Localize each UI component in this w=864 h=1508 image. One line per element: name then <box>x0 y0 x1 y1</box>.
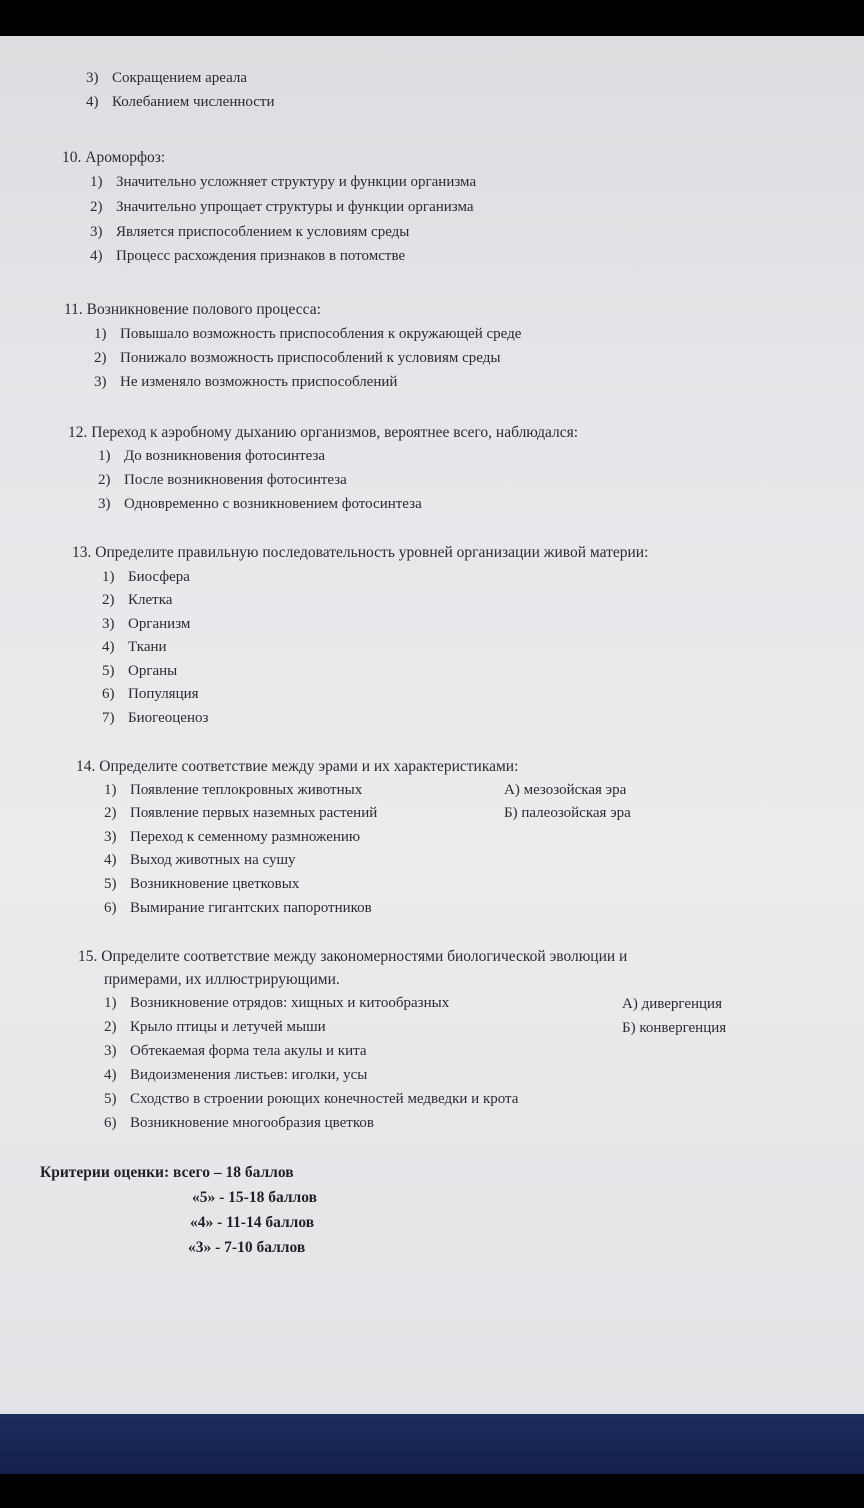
answer-b: Б) палеозойская эра <box>504 805 631 821</box>
list-item: 6) Вымирание гигантских папоротников <box>104 900 372 916</box>
list-item: 3) Обтекаемая форма тела акулы и кита <box>104 1043 367 1059</box>
question-10-title: 10. Ароморфоз: <box>62 149 166 166</box>
question-12-title: 12. Переход к аэробному дыханию организмов, вероятнее всего, наблюдался: <box>68 424 579 441</box>
list-item: 2) Клетка <box>102 592 173 608</box>
list-item: 5) Сходство в строении роющих конечностей медведки и крота <box>104 1091 519 1107</box>
desk-surface <box>0 1414 864 1474</box>
question-15-title: 15. Определите соответствие между закономерностями биологической эволюции и <box>78 948 628 965</box>
question-14-title: 14. Определите соответствие между эрами и их характеристиками: <box>76 758 519 775</box>
question-11-title: 11. Возникновение полового процесса: <box>64 301 321 318</box>
list-item: 1) Появление теплокровных животных <box>104 782 363 798</box>
answer-b: Б) конвергенция <box>622 1020 727 1036</box>
top-black-bar <box>0 0 864 36</box>
list-item: 2) Понижало возможность приспособлений к условиям среды <box>94 350 501 366</box>
list-item: 3) Одновременно с возникновением фотосинтеза <box>98 496 422 512</box>
list-item: 5) Органы <box>102 663 178 679</box>
item-number: 4) <box>86 94 99 110</box>
list-item: 4) Процесс расхождения признаков в потомстве <box>90 248 406 264</box>
list-item: 4) Видоизменения листьев: иголки, усы <box>104 1067 368 1083</box>
list-item: 1) Возникновение отрядов: хищных и китообразных <box>104 995 450 1011</box>
grade-line: «4» - 11-14 баллов <box>190 1214 315 1231</box>
list-item: 6) Популяция <box>102 686 199 702</box>
list-item <box>86 94 275 111</box>
list-item: 1) Биосфера <box>102 569 190 585</box>
list-item: 3) Организм <box>102 616 191 632</box>
list-item: 2) Появление первых наземных растений <box>104 805 378 821</box>
question-15-title-cont: примерами, их иллюстрирующими. <box>104 971 340 988</box>
grade-line: «3» - 7-10 баллов <box>188 1239 306 1256</box>
list-item: 2) Крыло птицы и летучей мыши <box>104 1019 326 1035</box>
grade-line: «5» - 15-18 баллов <box>192 1189 317 1206</box>
item-text: Сокращением ареала <box>112 70 248 86</box>
list-item: 3) Переход к семенному размножению <box>104 829 361 845</box>
list-item: 5) Возникновение цветковых <box>104 876 300 892</box>
list-item: 7) Биогеоценоз <box>102 710 209 726</box>
list-item: 2) Значительно упрощает структуры и функции организма <box>90 199 474 215</box>
list-item: 1) Повышало возможность приспособления к окружающей среде <box>94 326 522 342</box>
list-item: 1) До возникновения фотосинтеза <box>98 448 326 464</box>
question-13-title: 13. Определите правильную последовательность уровней организации живой материи: <box>72 544 649 561</box>
list-item: 3) Является приспособлением к условиям среды <box>90 224 410 240</box>
answer-a: А) мезозойская эра <box>504 782 627 798</box>
list-item: 1) Значительно усложняет структуру и функции организма <box>90 174 477 190</box>
list-item: 6) Возникновение многообразия цветков <box>104 1115 374 1131</box>
list-item: 4) Выход животных на сушу <box>104 852 296 868</box>
list-item: 3) Не изменяло возможность приспособлений <box>94 374 398 390</box>
document-page <box>0 36 864 1414</box>
item-text: Колебанием численности <box>112 94 275 110</box>
list-item: 4) Ткани <box>102 639 167 655</box>
answer-a: А) дивергенция <box>622 996 722 1012</box>
list-item <box>86 70 247 87</box>
item-number: 3) <box>86 70 99 86</box>
bottom-black-bar <box>0 1474 864 1508</box>
criteria-title: Критерии оценки: всего – 18 баллов <box>40 1164 294 1181</box>
list-item: 2) После возникновения фотосинтеза <box>98 472 347 488</box>
